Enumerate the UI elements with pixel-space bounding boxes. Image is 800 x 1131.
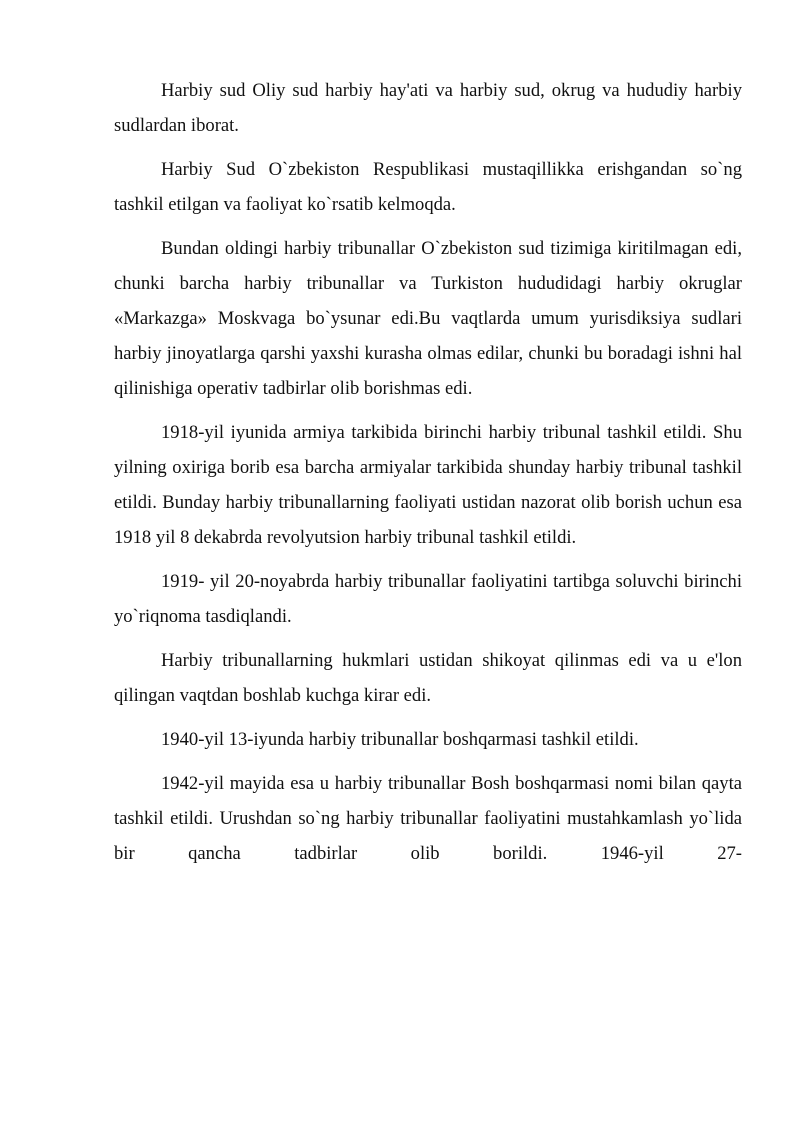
paragraph-1: Harbiy sud Oliy sud harbiy hay'ati va harbiy sud, okrug va hududiy harbiy sudlardan iborat. [114, 80, 742, 136]
paragraph-4: 1918-yil iyunida armiya tarkibida birinchi harbiy tribunal tashkil etildi. Shu yilning oxiriga borib esa barcha armiyalar tarkibida shunday harbiy tribunal tashkil etildi. Bunday harbiy tribunallarning faoliyati ustidan nazorat olib borish uchun esa 1918 yil 8 dekabrda revolyutsion harbiy tribunal tashkil etildi. [114, 422, 742, 548]
paragraph-8: 1942-yil mayida esa u harbiy tribunallar Bosh boshqarmasi nomi bilan qayta tashkil etildi. Urushdan so`ng harbiy tribunallar faoliyatini mustahkamlash yo`lida bir qancha tadbirlar olib borildi. 1946-yil 27- [114, 773, 742, 864]
paragraph-7: 1940-yil 13-iyunda harbiy tribunallar boshqarmasi tashkil etildi. [161, 729, 639, 750]
document-page [114, 73, 742, 871]
paragraph-5: 1919- yil 20-noyabrda harbiy tribunallar faoliyatini tartibga soluvchi birinchi yo`riqnoma tasdiqlandi. [114, 571, 742, 627]
paragraph-3: Bundan oldingi harbiy tribunallar O`zbekiston sud tizimiga kiritilmagan edi, chunki barcha harbiy tribunallar va Turkiston hududidagi harbiy okruglar «Markazga» Moskvaga bo`ysunar edi.Bu vaqtlarda umum yurisdiksiya sudlari harbiy jinoyatlarga qarshi yaxshi kurasha olmas edilar, chunki bu boradagi ishni hal qilinishiga operativ tadbirlar olib borishmas edi. [114, 238, 742, 399]
paragraph-6: Harbiy tribunallarning hukmlari ustidan shikoyat qilinmas edi va u e'lon qilingan vaqtdan boshlab kuchga kirar edi. [114, 650, 742, 706]
paragraph-2: Harbiy Sud O`zbekiston Respublikasi mustaqillikka erishgandan so`ng tashkil etilgan va faoliyat ko`rsatib kelmoqda. [114, 159, 742, 215]
